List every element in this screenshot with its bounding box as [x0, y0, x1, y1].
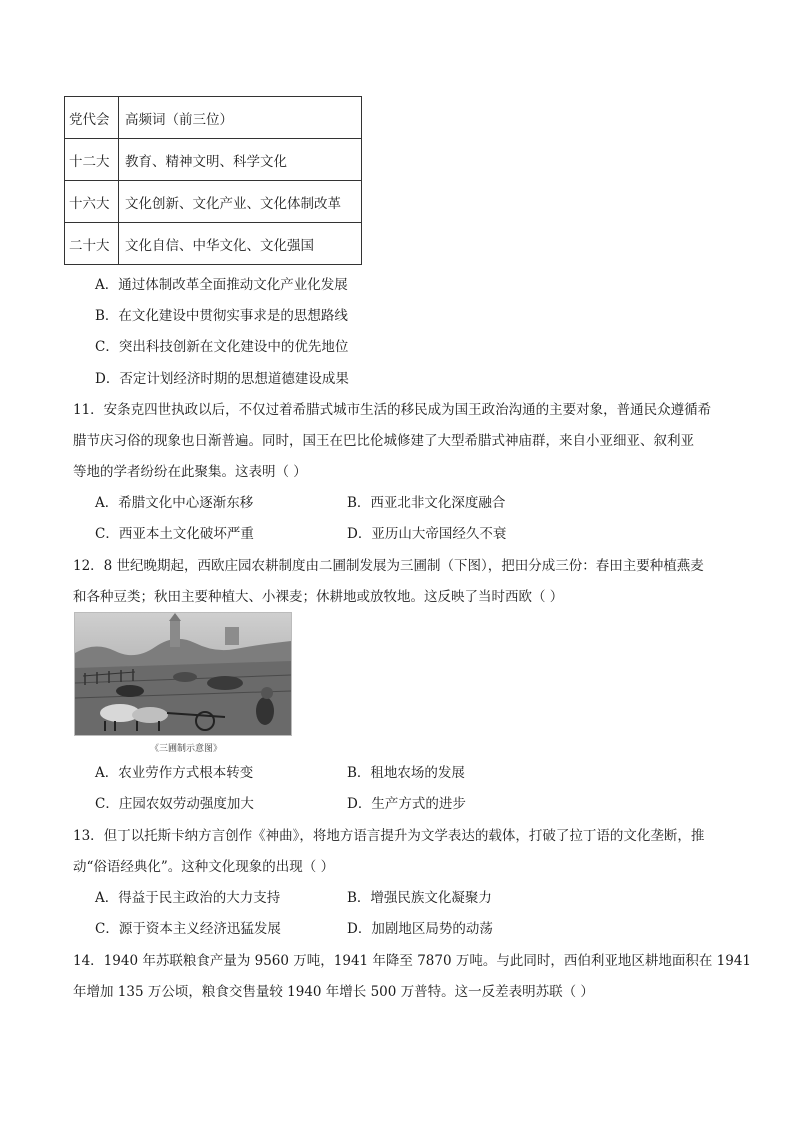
table-row — [65, 139, 362, 181]
table-row — [65, 181, 362, 223]
q12-option-d: D．生产方式的进步 — [347, 796, 466, 812]
three-field-system-figure — [74, 612, 292, 736]
q12-stem-line: 12．8 世纪晚期起，西欧庄园农耕制度由二圃制发展为三圃制（下图），把田分成三份：春田主要种植燕麦 — [73, 558, 704, 574]
q10-option-c: C．突出科技创新在文化建设中的优先地位 — [95, 339, 349, 355]
q13-option-a: A．得益于民主政治的大力支持 — [95, 890, 281, 906]
table-header-row — [65, 97, 362, 139]
q10-option-a: A．通过体制改革全面推动文化产业化发展 — [95, 277, 348, 293]
q13-option-b: B．增强民族文化凝聚力 — [347, 890, 492, 906]
table-cell: 十二大 — [65, 139, 119, 181]
figure-caption: 《三圃制示意图》 — [150, 744, 223, 754]
table-header-cell: 党代会 — [65, 97, 119, 139]
table-row — [65, 223, 362, 265]
q14-stem-line: 年增加 135 万公顷，粮食交售量较 1940 年增长 500 万普特。这一反差表明苏联（ ） — [73, 984, 594, 1000]
table-cell: 十六大 — [65, 181, 119, 223]
q11-stem-line: 等地的学者纷纷在此聚集。这表明（ ） — [73, 464, 307, 480]
q10-option-d: D．否定计划经济时期的思想道德建设成果 — [95, 371, 349, 387]
q11-option-d: D．亚历山大帝国经久不衰 — [347, 526, 507, 542]
q11-stem-line: 11．安条克四世执政以后，不仅过着希腊式城市生活的移民成为国王政治沟通的主要对象，普通民众遵循希 — [73, 402, 712, 418]
table-cell: 文化自信、中华文化、文化强国 — [119, 223, 362, 265]
q11-option-a: A．希腊文化中心逐渐东移 — [95, 495, 254, 511]
table-cell: 文化创新、文化产业、文化体制改革 — [119, 181, 362, 223]
q12-option-a: A．农业劳作方式根本转变 — [95, 765, 254, 781]
q13-option-d: D．加剧地区局势的动荡 — [347, 921, 493, 937]
q13-stem-line: 13．但丁以托斯卡纳方言创作《神曲》，将地方语言提升为文学表达的载体，打破了拉丁语的文化垄断，推 — [73, 828, 705, 844]
q13-option-c: C．源于资本主义经济迅猛发展 — [95, 921, 281, 937]
party-congress-table — [64, 96, 362, 265]
q11-stem-line: 腊节庆习俗的现象也日渐普遍。同时，国王在巴比伦城修建了大型希腊式神庙群，来自小亚细亚、叙利亚 — [73, 433, 694, 449]
q12-stem-line: 和各种豆类；秋田主要种植大、小裸麦；休耕地或放牧地。这反映了当时西欧（ ） — [73, 589, 564, 605]
table-header-cell: 高频词（前三位） — [119, 97, 362, 139]
q12-option-b: B．租地农场的发展 — [347, 765, 465, 781]
table-cell: 二十大 — [65, 223, 119, 265]
q10-option-b: B．在文化建设中贯彻实事求是的思想路线 — [95, 308, 348, 324]
table-cell: 教育、精神文明、科学文化 — [119, 139, 362, 181]
q13-stem-line: 动“俗语经典化”。这种文化现象的出现（ ） — [73, 859, 335, 875]
q11-option-c: C．西亚本土文化破坏严重 — [95, 526, 254, 542]
q11-option-b: B．西亚北非文化深度融合 — [347, 495, 506, 511]
q12-option-c: C．庄园农奴劳动强度加大 — [95, 796, 254, 812]
q14-stem-line: 14．1940 年苏联粮食产量为 9560 万吨，1941 年降至 7870 万吨。与此同时，西伯利亚地区耕地面积在 1941 — [73, 953, 751, 969]
